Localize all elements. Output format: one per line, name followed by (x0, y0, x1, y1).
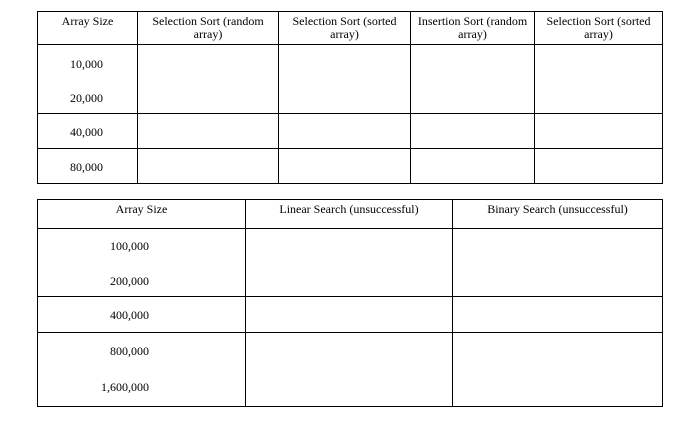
result-cell[interactable] (411, 114, 535, 149)
result-cell[interactable] (246, 333, 453, 407)
array-size-value: 400,000 (110, 308, 149, 322)
array-size-cell (38, 149, 138, 184)
table-row (38, 229, 663, 297)
result-cell[interactable] (535, 45, 663, 114)
header-selection-sort-sorted: Selection Sort (sorted array) (279, 12, 411, 45)
array-size-value: 1,600,000 (101, 380, 149, 394)
result-cell[interactable] (535, 114, 663, 149)
sorting-header-row (38, 12, 663, 45)
header-insertion-sort-random: Insertion Sort (random array) (411, 12, 535, 45)
result-cell[interactable] (279, 149, 411, 184)
table-row (38, 149, 663, 184)
array-size-cell (38, 297, 246, 333)
header-selection-sort-random: Selection Sort (random array) (138, 12, 279, 45)
array-size-value: 80,000 (70, 160, 103, 174)
array-size-value: 200,000 (110, 274, 149, 288)
result-cell[interactable] (279, 45, 411, 114)
header-binary-search: Binary Search (unsuccessful) (453, 200, 663, 229)
result-cell[interactable] (411, 149, 535, 184)
table-row (38, 297, 663, 333)
array-size-cell (38, 45, 138, 114)
array-size-value: 800,000 (110, 344, 149, 358)
array-size-value: 10,000 (70, 57, 103, 71)
array-size-cell (38, 333, 246, 407)
result-cell[interactable] (453, 297, 663, 333)
searching-table (37, 199, 663, 407)
array-size-value: 40,000 (70, 125, 103, 139)
result-cell[interactable] (411, 45, 535, 114)
table-row (38, 333, 663, 407)
header-array-size: Array Size (38, 12, 138, 45)
result-cell[interactable] (535, 149, 663, 184)
result-cell[interactable] (453, 333, 663, 407)
table-row (38, 45, 663, 114)
header-linear-search: Linear Search (unsuccessful) (246, 200, 453, 229)
table-row (38, 114, 663, 149)
header-selection-sort-sorted-2: Selection Sort (sorted array) (535, 12, 663, 45)
array-size-value: 20,000 (70, 91, 103, 105)
sorting-table (37, 11, 663, 184)
array-size-cell (38, 114, 138, 149)
header-array-size: Array Size (38, 200, 246, 229)
searching-header-row (38, 200, 663, 229)
array-size-value: 100,000 (110, 239, 149, 253)
result-cell[interactable] (279, 114, 411, 149)
result-cell[interactable] (453, 229, 663, 297)
array-size-cell (38, 229, 246, 297)
